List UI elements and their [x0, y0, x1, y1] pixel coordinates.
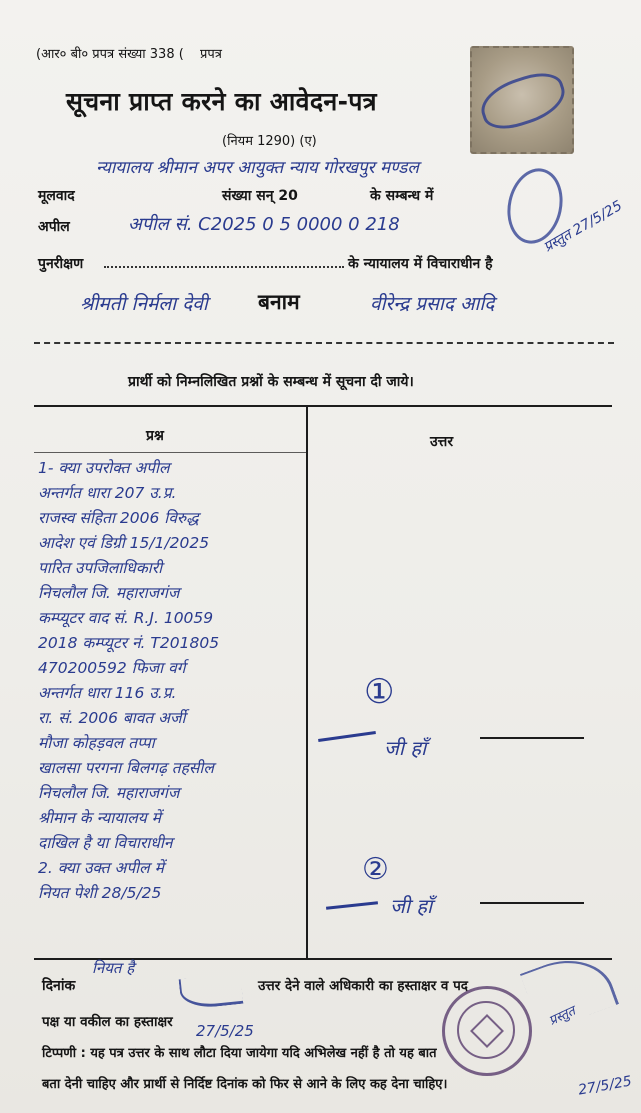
sankhya-label: संख्या सन् 20 [222, 188, 298, 204]
column-header-answer: उत्तर [430, 434, 454, 450]
question-line: 2. क्या उक्त अपील में [38, 859, 164, 877]
party-right-handwritten: वीरेन्द्र प्रसाद आदि [370, 293, 495, 315]
question-line: आदेश एवं डिग्री 15/1/2025 [38, 534, 210, 552]
question-block [38, 456, 306, 906]
apeel-label: अपील [38, 219, 70, 235]
apeel-number-handwritten: अपील सं. C2025 0 5 0000 0 218 [128, 214, 400, 235]
table-column-divider [306, 405, 308, 958]
question-line: मौजा कोहड़वल तप्पा [38, 734, 155, 752]
question-line: खालसा परगना बिलगढ़ तहसील [38, 759, 214, 777]
question-line: नियत पेशी 28/5/25 [38, 884, 162, 902]
stamp-scribble-icon [475, 66, 571, 136]
party-signature-date: 27/5/25 [196, 1022, 254, 1040]
question-line: 1- क्या उपरोक्त अपील [38, 459, 170, 477]
answer-dash-2 [480, 902, 584, 904]
vicharadhin-label: के न्यायालय में विचाराधीन है [348, 256, 493, 272]
form-reference-tail: प्रपत्र [199, 47, 222, 62]
answer-arrow-2 [326, 901, 378, 909]
answer-mark-1: ① [364, 672, 395, 712]
form-reference [36, 44, 222, 62]
answer-text-1: जी हाँ [384, 736, 427, 760]
question-line: 470200592 फिजा वर्ग [38, 659, 186, 677]
party-signature-label: पक्ष या वकील का हस्ताक्षर [42, 1014, 173, 1030]
court-name-handwritten: न्यायालय श्रीमान अपर आयुक्त न्याय गोरखपुर मण्डल [96, 158, 419, 178]
form-reference-text: (आर० बी० प्रपत्र संख्या 338 ( [36, 47, 184, 62]
question-line: अन्तर्गत धारा 116 उ.प्र. [38, 684, 177, 702]
rule-reference: (नियम 1290) (ए) [222, 134, 317, 149]
banam-label: बनाम [258, 290, 300, 314]
ke-sambandh-label: के सम्बन्ध में [370, 188, 434, 204]
dinank-handwritten: नियत है [92, 959, 135, 977]
corner-date-handwritten: 27/5/25 [577, 1073, 633, 1099]
question-line: राजस्व संहिता 2006 विरुद्ध [38, 509, 199, 527]
answer-dash-1 [480, 737, 584, 739]
punariksan-label: पुनरीक्षण [38, 256, 84, 272]
column-header-question: प्रश्न [146, 428, 164, 444]
question-line: 2018 कम्प्यूटर नं. T201805 [38, 634, 220, 652]
question-line: कम्प्यूटर वाद सं. R.J. 10059 [38, 609, 214, 627]
question-line: श्रीमान के न्यायालय में [38, 809, 161, 827]
instruction-text: प्रार्थी को निम्नलिखित प्रश्नों के सम्बन्ध में सूचना दी जाये। [128, 374, 414, 390]
officer-signature-label: उत्तर देने वाले अधिकारी का हस्ताक्षर व पद [258, 978, 468, 994]
answer-arrow-1 [318, 731, 376, 742]
table-header-rule [34, 452, 306, 453]
question-line: निचलौल जि. महाराजगंज [38, 584, 180, 602]
stamp-note-handwritten: प्रस्तुत [546, 1003, 578, 1029]
question-line: दाखिल है या विचाराधीन [38, 834, 173, 852]
party-left-handwritten: श्रीमती निर्मला देवी [80, 293, 208, 315]
note-line-1: टिप्पणी : यह पत्र उत्तर के साथ लौटा दिया जायेगा यदि अभिलेख नहीं है तो यह बात [42, 1046, 437, 1061]
margin-note-handwritten: प्रस्तुत 27/5/25 [541, 197, 626, 256]
answer-mark-2: ② [362, 852, 389, 887]
question-line: पारित उपजिलाधिकारी [38, 559, 163, 577]
table-top-rule [34, 405, 612, 407]
question-line: अन्तर्गत धारा 207 उ.प्र. [38, 484, 177, 502]
answer-text-2: जी हाँ [390, 894, 433, 918]
page-title: सूचना प्राप्त करने का आवेदन-पत्र [66, 87, 377, 116]
party-signature-scribble [179, 973, 244, 1010]
mulvad-label: मूलवाद [38, 188, 75, 204]
dinank-label: दिनांक [42, 978, 76, 994]
revenue-stamp [470, 46, 574, 154]
official-seal [442, 986, 532, 1076]
punariksan-dotted-line [104, 266, 344, 268]
note-line-2: बता देनी चाहिए और प्रार्थी से निर्दिष्ट दिनांक को फिर से आने के लिए कह देना चाहिए। [42, 1077, 448, 1092]
question-line: रा. सं. 2006 बावत अर्जी [38, 709, 186, 727]
section-divider [34, 342, 614, 344]
question-line: निचलौल जि. महाराजगंज [38, 784, 180, 802]
